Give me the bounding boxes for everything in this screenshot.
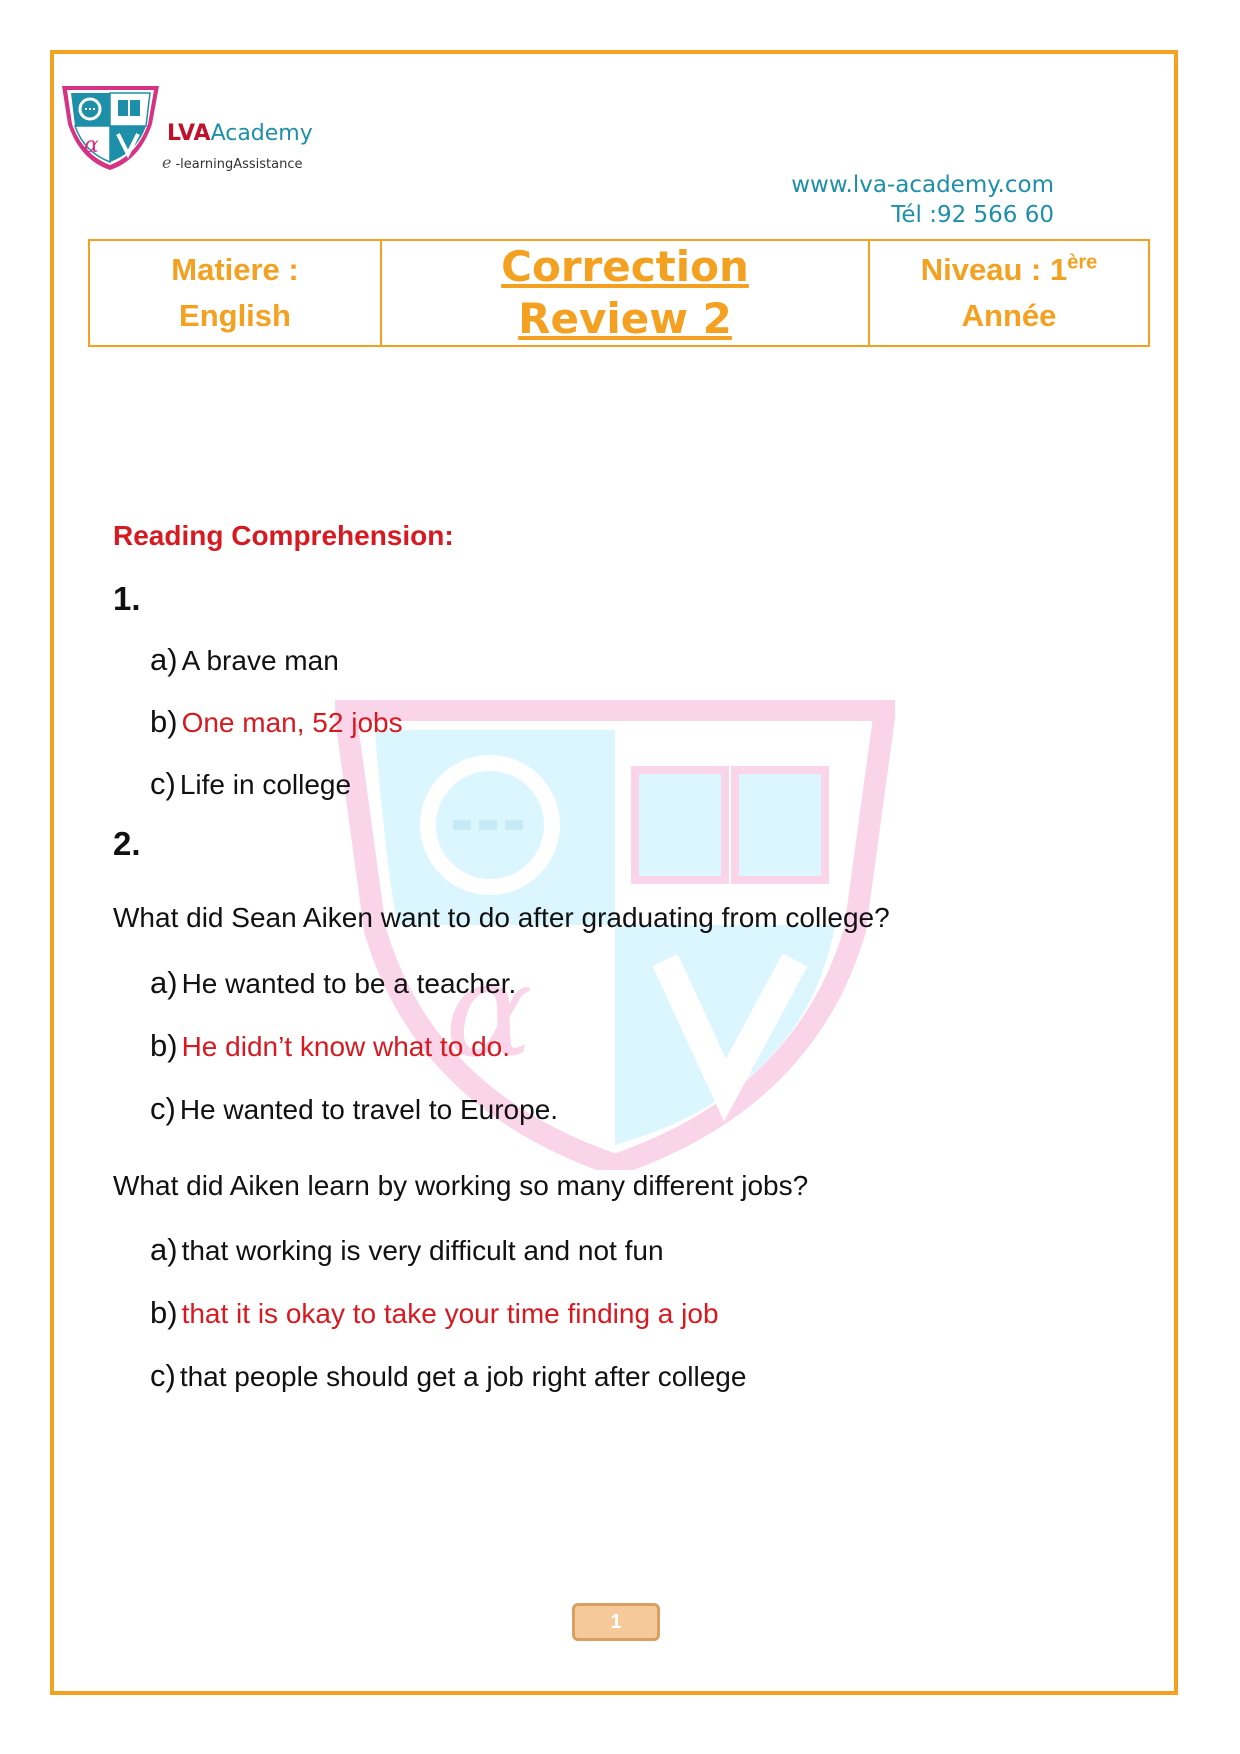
level-cell bbox=[869, 240, 1149, 346]
q2-part1-option-c: c) He wanted to travel to Europe. bbox=[150, 1091, 559, 1126]
doc-title-line2: Review 2 bbox=[518, 294, 732, 343]
question-number-1: 1. bbox=[113, 580, 141, 617]
website-link[interactable]: www.lva-academy.com bbox=[791, 172, 1054, 198]
brand-tagline: e -learningAssistance bbox=[162, 153, 303, 172]
q2-part2-option-b-correct: b) that it is okay to take your time finding a job bbox=[150, 1295, 719, 1330]
section-heading: Reading Comprehension: bbox=[113, 520, 454, 551]
svg-text:α: α bbox=[445, 934, 533, 1086]
q2-part1-question: What did Sean Aiken want to do after graduating from college? bbox=[113, 902, 890, 933]
doc-title-line1: Correction bbox=[501, 242, 749, 291]
title-cell bbox=[381, 240, 869, 346]
q2-part1-option-a: a) He wanted to be a teacher. bbox=[150, 965, 517, 1000]
question-number-2: 2. bbox=[113, 825, 141, 862]
q2-part2-question: What did Aiken learn by working so many different jobs? bbox=[113, 1170, 809, 1201]
level-label: Niveau : 1ère bbox=[920, 251, 1098, 287]
q2-part2-option-c: c) that people should get a job right after college bbox=[150, 1358, 747, 1393]
q2-part2-option-a: a) that working is very difficult and not fun bbox=[150, 1232, 664, 1267]
q1-option-c: c) Life in college bbox=[150, 766, 352, 801]
phone-number: Tél :92 566 60 bbox=[891, 202, 1054, 228]
lva-shield-logo-icon bbox=[58, 80, 163, 172]
q1-option-a: a) A brave man bbox=[150, 642, 339, 677]
subject-label: Matiere : bbox=[171, 252, 299, 287]
subject-value: English bbox=[179, 298, 291, 333]
q2-part1-option-b-correct: b) He didn’t know what to do. bbox=[150, 1028, 510, 1063]
level-value: Année bbox=[961, 298, 1057, 333]
brand-name: LVAAcademy bbox=[167, 121, 313, 146]
header-table bbox=[88, 239, 1150, 347]
q1-option-b-correct: b) One man, 52 jobs bbox=[150, 704, 403, 739]
subject-cell bbox=[89, 240, 381, 346]
page-number: 1 bbox=[572, 1603, 660, 1641]
svg-text:α: α bbox=[84, 133, 99, 158]
